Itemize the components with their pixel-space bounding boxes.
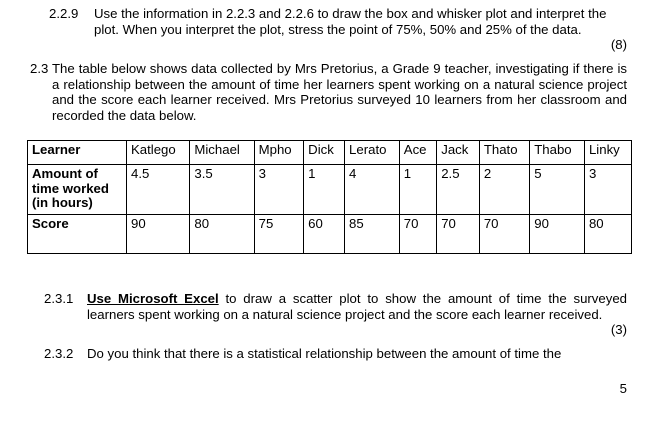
table-cell: Linky [584,141,631,165]
learner-data-table [27,140,632,254]
question-number: 2.2.9 [49,6,79,21]
table-cell: 2 [479,165,529,215]
row-header: Learner [28,141,127,165]
table-cell: 1 [399,165,436,215]
table-cell: 75 [254,214,304,253]
question-number: 2.3 [30,61,49,76]
table-cell: 80 [190,214,254,253]
table-cell: 90 [127,214,190,253]
question-number: 2.3.1 [44,291,74,306]
table-row [28,141,632,165]
table-row [28,165,632,215]
table-cell: 85 [345,214,400,253]
table-cell: Katlego [127,141,190,165]
question-marks: (3) [610,322,627,337]
table-cell: 4.5 [127,165,190,215]
table-row [28,214,632,253]
table-cell: 80 [584,214,631,253]
table-cell: 2.5 [437,165,480,215]
table-cell: 70 [437,214,480,253]
table-cell: Dick [304,141,345,165]
question-text: to draw a scatter plot to show the amount of time the surveyed learners spent working on a natural science project and the score each learner received. [87,291,627,322]
row-header: Amount of time worked (in hours) [28,165,127,215]
table-cell: Lerato [345,141,400,165]
page-number: 5 [619,381,627,396]
table-cell: 3.5 [190,165,254,215]
emphasised-instruction: Use Microsoft Excel [87,291,219,306]
table-cell: 1 [304,165,345,215]
table-cell: Thabo [530,141,585,165]
question-number: 2.3.2 [44,346,74,361]
question-2-3-1 [44,291,627,337]
table-cell: 70 [399,214,436,253]
question-2-2-9 [49,6,627,52]
question-2-3 [30,61,627,123]
table-cell: Jack [437,141,480,165]
table-cell: Mpho [254,141,304,165]
question-text: The table below shows data collected by Mrs Pretorius, a Grade 9 teacher, investigating if there is a relationship between the amount of time her learners spent working on a natural science project and the score each learner received. Mrs Pretorius surveyed 10 learners from her classroom and recorded the data below. [52,61,627,123]
question-text: Do you think that there is a statistical relationship between the amount of time the [87,346,562,361]
table-cell: 90 [530,214,585,253]
question-2-3-2 [44,346,627,362]
table-cell: Thato [479,141,529,165]
table-cell: 60 [304,214,345,253]
table-cell: 5 [530,165,585,215]
table-cell: Michael [190,141,254,165]
table-cell: Ace [399,141,436,165]
table-cell: 70 [479,214,529,253]
row-header: Score [28,214,127,253]
question-text: Use the information in 2.2.3 and 2.2.6 to draw the box and whisker plot and interpret the plot. When you interpret the plot, stress the point of 75%, 50% and 25% of the data. [94,6,607,37]
table-cell: 4 [345,165,400,215]
table-cell: 3 [254,165,304,215]
table-cell: 3 [584,165,631,215]
question-marks: (8) [610,37,627,52]
